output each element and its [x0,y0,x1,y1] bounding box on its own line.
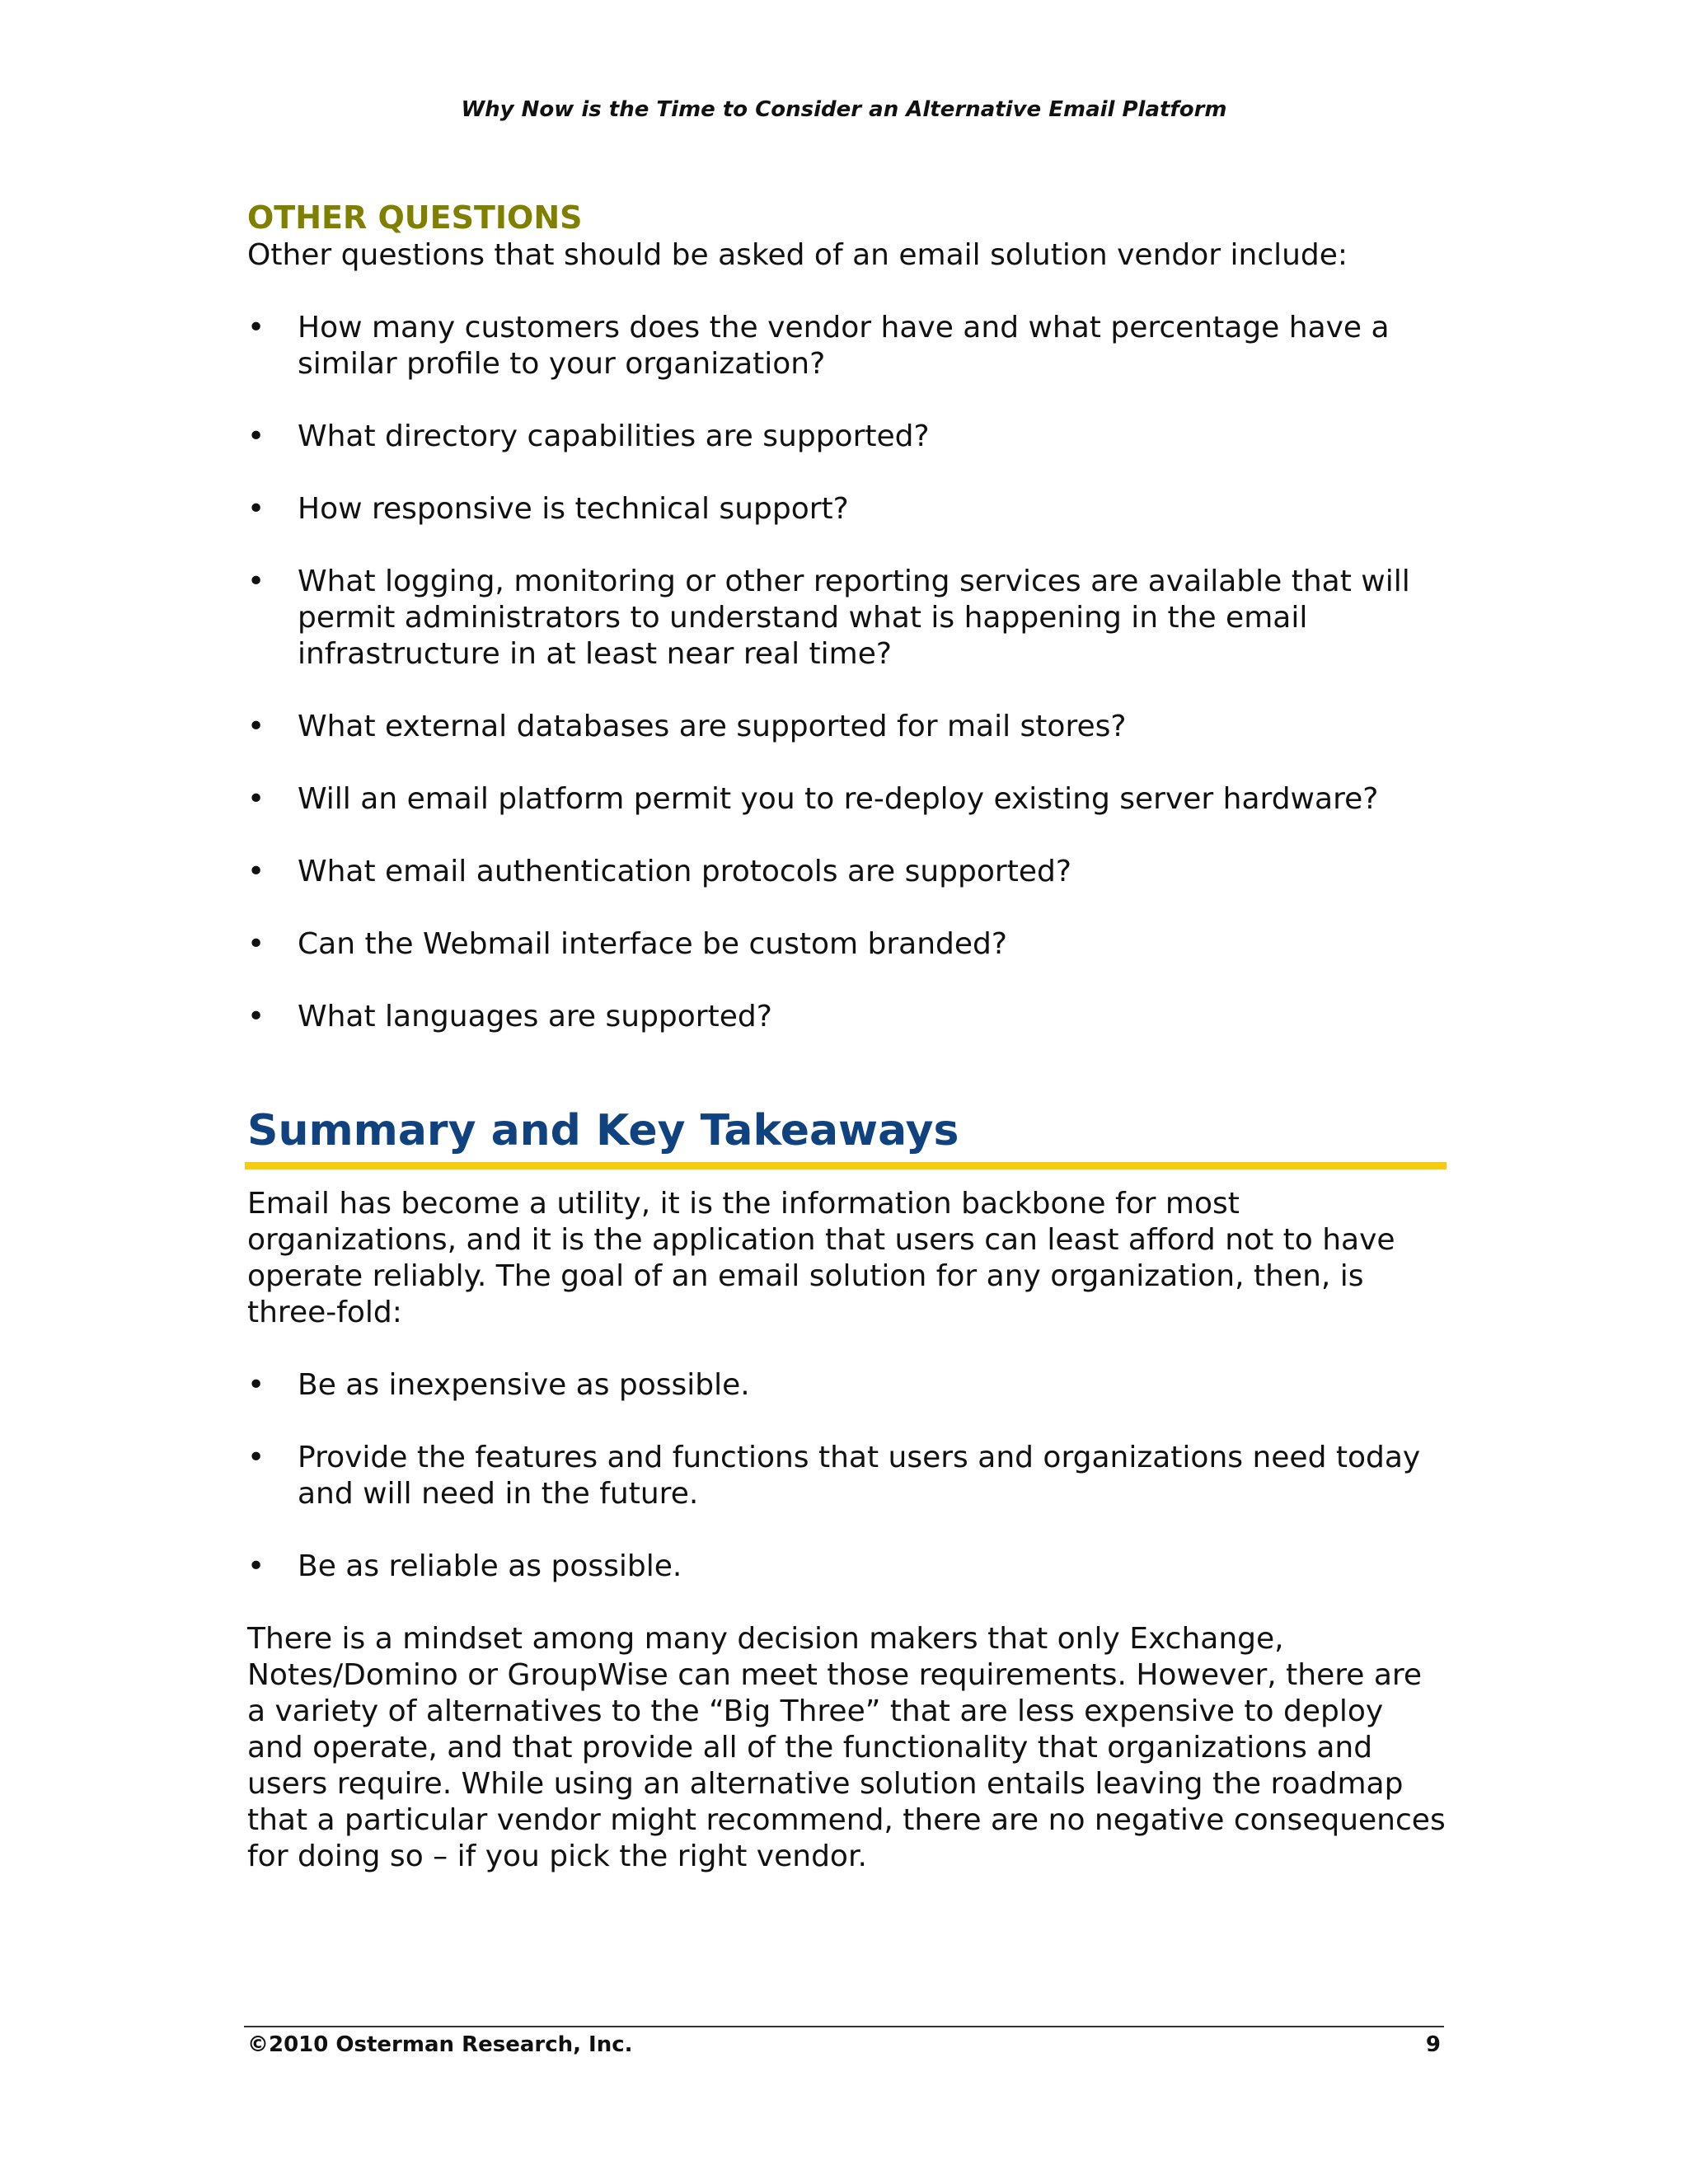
list-item [247,419,1447,455]
page-content [247,198,1447,1875]
list-item-text: How responsive is technical support? [298,492,849,526]
other-questions-heading: OTHER QUESTIONS [247,199,583,236]
heading-divider [245,1162,1447,1169]
list-item-text: What external databases are supported for mail stores? [298,710,1127,743]
other-questions-list [247,310,1447,1035]
list-item [247,491,1447,527]
list-item [247,781,1447,818]
bullet-icon: • [247,710,265,743]
page-number: 9 [1425,2032,1441,2057]
list-item-text: What languages are supported? [298,1000,772,1033]
bullet-icon: • [247,1000,265,1033]
list-item-text: Be as inexpensive as possible. [298,1368,750,1402]
running-header: Why Now is the Time to Consider an Alternative Email Platform [461,97,1227,122]
bullet-icon: • [247,782,265,816]
list-item [247,1549,1447,1585]
list-item [247,310,1447,382]
summary-heading: Summary and Key Takeaways [247,1106,959,1155]
other-questions-intro: Other questions that should be asked of an email solution vendor include: [247,238,1348,272]
footer-divider [244,2026,1444,2027]
list-item-text: Will an email platform permit you to re-deploy existing server hardware? [298,782,1379,816]
list-item [247,854,1447,890]
bullet-icon: • [247,927,265,961]
list-item [247,1440,1447,1512]
list-item [247,564,1447,673]
list-item [247,1367,1447,1404]
list-item [247,926,1447,963]
list-item-text: Provide the features and functions that users and organizations need today and will need in the future. [298,1441,1421,1511]
summary-intro: Email has become a utility, it is the information backbone for most organizations, and it is the application that users can least afford not to have operate reliably. The goal of an email solution for any organization, then, is three-fold: [247,1187,1395,1329]
bullet-icon: • [247,1549,265,1583]
list-item-text: Be as reliable as possible. [298,1549,682,1583]
list-item-text: What directory capabilities are supported? [298,419,930,453]
bullet-icon: • [247,855,265,888]
list-item [247,999,1447,1035]
bullet-icon: • [247,1441,265,1474]
summary-closing: There is a mindset among many decision makers that only Exchange, Notes/Domino or GroupWise can meet those requirements. However, there are a variety of alternatives to the “Big Three” that are less expensive to deploy and operate, and that provide all of the functionality that organizations and users require. While using an alternative solution entails leaving the roadmap that a particular vendor might recommend, there are no negative consequences for doing so – if you pick the right vendor. [247,1622,1446,1873]
bullet-icon: • [247,311,265,344]
footer-copyright: ©2010 Osterman Research, Inc. [247,2032,633,2057]
bullet-icon: • [247,492,265,526]
bullet-icon: • [247,1368,265,1402]
summary-list [247,1367,1447,1585]
list-item-text: What email authentication protocols are supported? [298,855,1071,888]
list-item [247,709,1447,745]
list-item-text: How many customers does the vendor have and what percentage have a similar profile to your organization? [298,311,1390,381]
bullet-icon: • [247,419,265,453]
list-item-text: Can the Webmail interface be custom branded? [298,927,1007,961]
bullet-icon: • [247,565,265,598]
list-item-text: What logging, monitoring or other reporting services are available that will permit administrators to understand what is happening in the email infrastructure in at least near real time? [298,565,1410,671]
